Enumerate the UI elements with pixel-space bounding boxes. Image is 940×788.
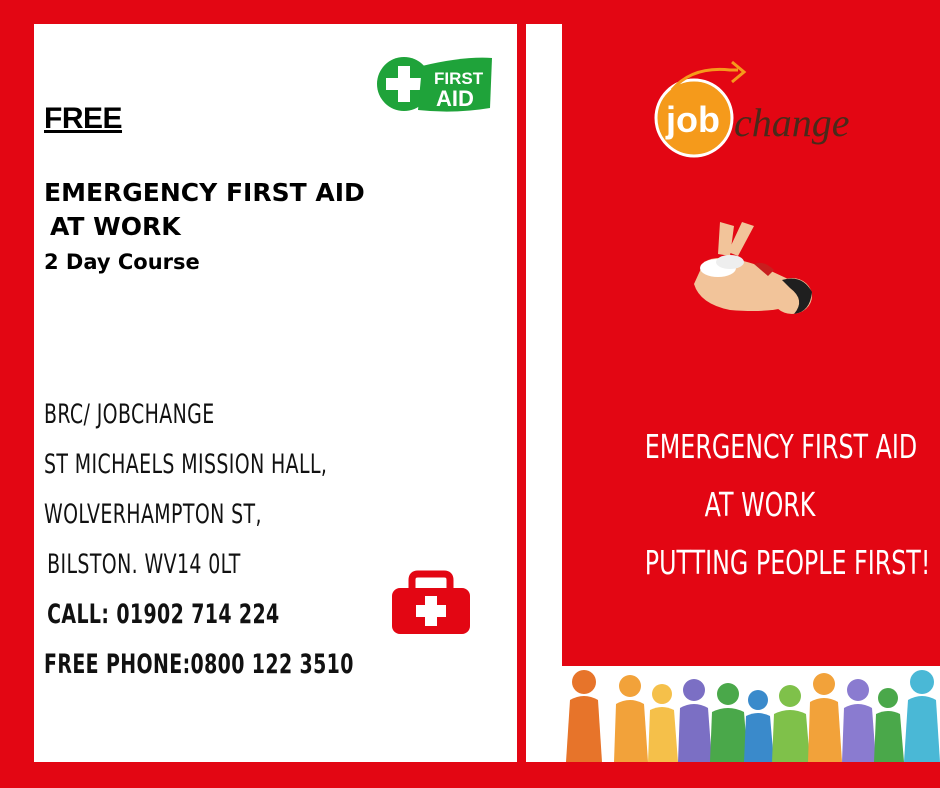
logo-change-text: change — [734, 100, 850, 145]
first-aid-logo-icon — [374, 48, 496, 118]
people-silhouettes — [562, 666, 940, 762]
slogan-line1: EMERGENCY FIRST AID — [644, 427, 918, 466]
jobchange-logo — [652, 56, 872, 176]
people-banner — [562, 666, 940, 762]
logo-job-text: job — [666, 99, 720, 140]
free-phone-number: FREE PHONE:0800 122 3510 — [44, 649, 354, 680]
cpr-illustration — [690, 222, 814, 326]
slogan-line2: AT WORK — [704, 485, 816, 524]
call-number: CALL: 01902 714 224 — [47, 599, 280, 630]
course-title-line2: AT WORK — [50, 212, 181, 241]
address-line-org: BRC/ JOBCHANGE — [44, 399, 215, 430]
info-panel — [34, 24, 520, 762]
slogan — [600, 418, 931, 592]
course-duration: 2 Day Course — [44, 250, 200, 274]
course-title-line1: EMERGENCY FIRST AID — [44, 178, 365, 207]
divider-strip — [526, 24, 562, 762]
first-aid-logo-text-1: FIRST — [434, 69, 484, 88]
slogan-line3: PUTTING PEOPLE FIRST! — [644, 543, 931, 582]
address-line-town: BILSTON. WV14 0LT — [47, 549, 241, 580]
first-aid-logo-text-2: AID — [436, 86, 474, 111]
medical-kit-icon — [390, 570, 472, 636]
free-heading: FREE — [44, 102, 123, 135]
address-line-hall: ST MICHAELS MISSION HALL, — [44, 449, 328, 480]
bottom-border — [0, 762, 940, 788]
course-title — [44, 176, 365, 244]
address-line-street: WOLVERHAMPTON ST, — [44, 499, 262, 530]
address-block — [44, 390, 441, 690]
